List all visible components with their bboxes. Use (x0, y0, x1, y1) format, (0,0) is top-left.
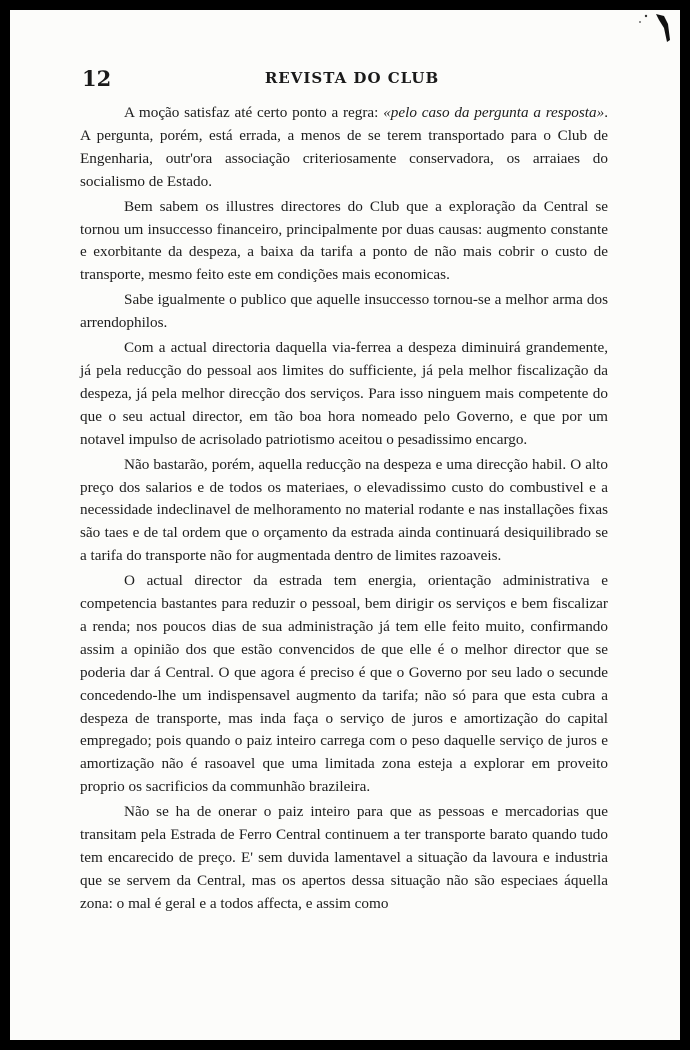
document-page (10, 10, 680, 1040)
paragraph-1-prefix: A moção satisfaz até certo ponto a regra: (124, 104, 384, 121)
quoted-rule: «pelo caso da pergunta a resposta» (383, 104, 605, 121)
paragraph-5: Não bastarão, porém, aquella reducção na despeza e uma direcção habil. O alto preço dos salarios e de todos os materiaes, o elevadissimo custo do combustivel e a necessidade indeclinavel de melhoramento no material rodante e nas installações fixas são taes e de tal ordem que o orçamento da estrada ainda continuará desiquilibrado se a tarifa do transporte não for augmentada dentro de limites razoaveis. (80, 455, 608, 565)
paragraph-7: Não se ha de onerar o paiz inteiro para que as pessoas e mercadorias que transitam pela Estrada de Ferro Central continuem a ter transporte barato quando tudo tem encarecido de preço. E' sem duvida lamentavel a situação da lavoura e industria que se servem da Central, mas os apertos dessa situação não são especiaes áquella zona: o mal é geral e a todos affecta, e assim como (80, 803, 608, 912)
article-body (80, 102, 608, 918)
page-number: 12 (82, 66, 112, 91)
page-header (82, 66, 622, 96)
paragraph-1 (80, 102, 608, 194)
paragraph-4: Com a actual directoria daquella via-ferrea a despeza diminuirá grandemente, já pela reducção do pessoal aos limites do sufficiente, já pela melhor fiscalização da despeza, já pela melhor direcção dos serviços. Para isso ninguem mais competente do que o seu actual director, em tão boa hora nomeado pelo Governo, e que por um notavel impulso de acrisolado patriotismo aceitou o pesadissimo encargo. (80, 339, 608, 448)
paragraph-6: O actual director da estrada tem energia, orientação administrativa e competencia bastantes para reduzir o pessoal, bem dirigir os serviços e bem fiscalizar a renda; nos poucos dias de sua administração já tem elle feito muito, confirmando assim a opinião dos que estão convencidos de que elle é o melhor director que se poderia dar á Central. O que agora é preciso é que o Governo por seu lado o secunde concedendo-lhe um indispensavel augmento da tarifa; não só para que esta cubra a despeza de transporte, mas inda faça o serviço de juros e amortização do capital empregado; pois quando o paiz inteiro carrega com o peso daquelle serviço de juros e amortização não é rasoavel que uma limitada zona esteja a explorar em proveito proprio os sacrificios da communhão brazileira. (80, 572, 608, 796)
running-title: REVISTA DO CLUB (264, 69, 440, 87)
page-edge-specks (634, 10, 674, 50)
paragraph-2: Bem sabem os illustres directores do Club que a exploração da Central se tornou um insuccesso financeiro, principalmente por duas causas: augmento constante e exorbitante da despeza, a baixa da tarifa a ponto de não mais cobrir o custo de transporte, mesmo feito este em condições mais economicas. (80, 197, 608, 284)
paragraph-3: Sabe igualmente o publico que aquelle insuccesso tornou-se a melhor arma dos arrendophilos. (80, 291, 608, 332)
paragraph-1-suffix: . A pergunta, porém, está errada, a menos de se terem transportado para o Club de Engenharia, outr'ora associação criteriosamente conservadora, os arraiaes do socialismo de Estado. (80, 104, 609, 190)
